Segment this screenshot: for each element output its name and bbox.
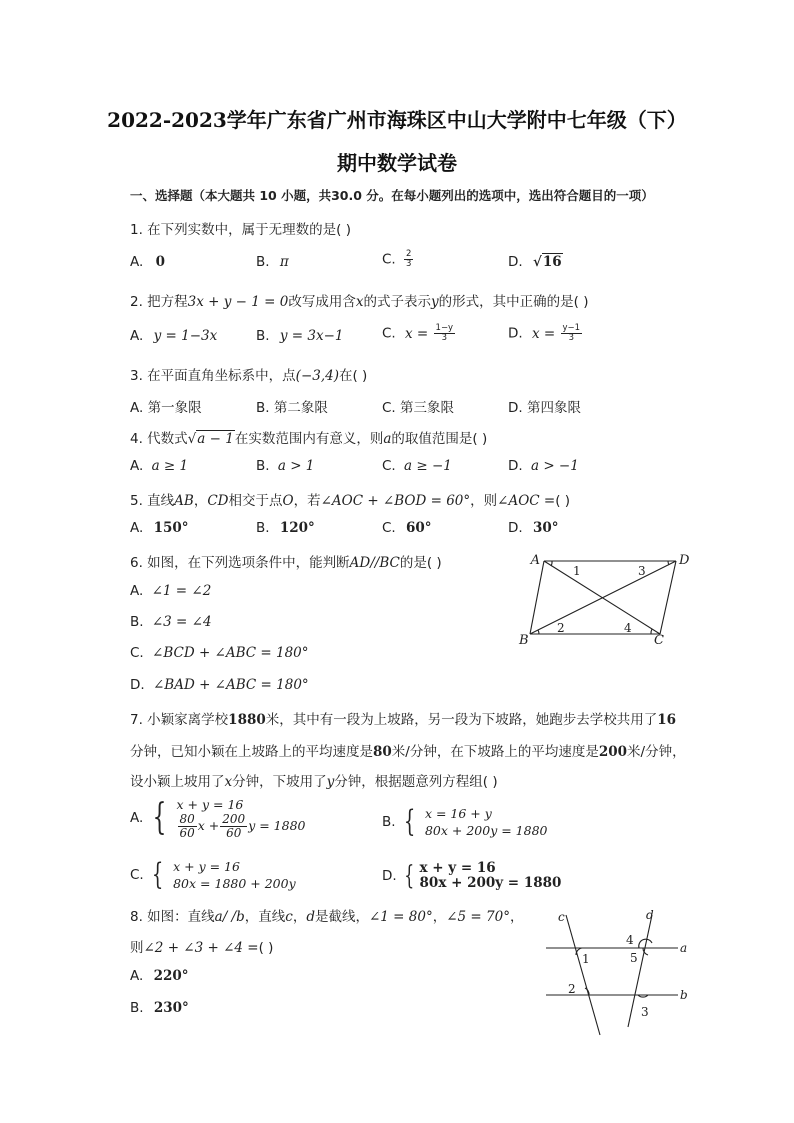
q8-text2: ，直线 — [244, 909, 286, 925]
q5-c-value: 60° — [406, 520, 432, 536]
q7-l1-text1: 7. 小颖家离学校 — [130, 712, 229, 728]
q7-b-eq1: x = 16 + y — [424, 806, 492, 821]
q6-d-value: ∠BAD + ∠ABC = 180° — [152, 677, 309, 693]
q4-b-label: B. — [256, 458, 270, 474]
q2-option-b[interactable] — [256, 328, 343, 344]
q1-option-c[interactable] — [382, 250, 414, 269]
angle-arc-4 — [651, 629, 652, 634]
q2-d-prefix: x = — [531, 325, 556, 342]
q7-d-label: D. — [382, 868, 397, 884]
q4-var-a: a — [383, 431, 392, 447]
q1-a-value: 0 — [155, 254, 165, 270]
q2-d-numerator: y−1 — [562, 323, 581, 333]
q4-stem-text2: 在实数范围内有意义，则 — [234, 431, 384, 447]
q7-option-c[interactable] — [130, 857, 296, 893]
q2-var-x: x — [355, 294, 364, 310]
q5-b-label: B. — [256, 520, 270, 536]
q5-stem-text5: ( ) — [555, 493, 571, 509]
q5-d-label: D. — [508, 520, 523, 536]
segment-dc — [660, 561, 676, 634]
section-heading: 一、选择题（本大题共 10 小题，共30.0 分。在每小题列出的选项中，选出符合题目的一项） — [130, 188, 654, 203]
q8-a-label: A. — [130, 968, 144, 984]
q4-a-value: a ≥ 1 — [151, 458, 189, 474]
q4-a-label: A. — [130, 458, 144, 474]
q5-a-value: 150° — [153, 520, 189, 536]
q5-line-ab: AB — [174, 493, 194, 509]
q7-c-eq2: 80x = 1880 + 200y — [173, 876, 296, 891]
q2-stem — [130, 290, 588, 310]
q7-a-frac1-num: 80 — [179, 812, 195, 826]
q7-distance: 1880 — [228, 712, 266, 728]
q5-condition: ∠AOC + ∠BOD = 60° — [320, 493, 471, 509]
label-b: b — [680, 988, 688, 1002]
q8-text5: ， — [432, 909, 447, 925]
q3-point: (−3,4) — [295, 368, 339, 384]
q7-l2-text3: 米/分钟， — [627, 744, 686, 760]
exam-title-line1: 2022-2023学年广东省广州市海珠区中山大学附中七年级（下） — [107, 108, 687, 132]
q8-option-b[interactable] — [130, 1000, 189, 1016]
q4-sqrt: √a − 1 — [187, 431, 234, 447]
q1-option-a[interactable] — [130, 254, 165, 270]
q3-option-c[interactable] — [382, 396, 454, 416]
q2-c-numerator: 1−y — [435, 323, 454, 333]
q6-b-label: B. — [130, 614, 144, 630]
label-angle-1: 1 — [582, 952, 590, 966]
q6-c-value: ∠BCD + ∠ABC = 180° — [152, 645, 309, 661]
q7-d-eq1: x + y = 16 — [419, 860, 496, 876]
q2-c-fraction — [434, 324, 456, 343]
q2-option-c[interactable] — [382, 324, 456, 343]
q3-stem-text2: 在( ) — [339, 368, 368, 384]
q1-c-denominator: 3 — [406, 259, 412, 269]
q4-d-value: a > −1 — [530, 458, 579, 474]
q7-a-system — [148, 796, 306, 840]
q2-var-y: y — [431, 294, 439, 310]
q4-c-value: a ≥ −1 — [404, 458, 452, 474]
q8-option-a[interactable] — [130, 968, 189, 984]
label-d: d — [646, 908, 654, 922]
q2-stem-text3: 的式子表示 — [363, 294, 431, 310]
q6-stem — [130, 551, 442, 571]
q5-line-cd: CD — [207, 493, 229, 509]
q7-l3-text2: 分钟，下坡用了 — [232, 774, 327, 790]
q1-stem: 1. 在下列实数中，属于无理数的是( ) — [130, 222, 351, 238]
q2-d-denominator: 3 — [568, 333, 574, 343]
q7-option-b[interactable] — [382, 804, 547, 840]
q1-d-radicand: 16 — [542, 254, 562, 270]
q3-b-value: 第二象限 — [273, 400, 328, 416]
q3-d-label: D. — [508, 400, 523, 416]
segment-bd — [530, 561, 676, 634]
q7-a-mid: x + — [197, 818, 220, 833]
label-angle-2: 2 — [568, 982, 576, 996]
q4-d-label: D. — [508, 458, 523, 474]
q7-downhill-speed: 200 — [598, 744, 628, 760]
label-angle-1: 1 — [573, 564, 581, 578]
q5-stem — [130, 489, 570, 509]
label-angle-4: 4 — [624, 621, 632, 635]
q5-c-label: C. — [382, 520, 396, 536]
q1-option-b[interactable] — [256, 254, 289, 270]
q5-option-d[interactable] — [508, 520, 559, 536]
q6-option-d[interactable] — [130, 677, 309, 693]
q7-b-brace: { — [403, 804, 416, 839]
q7-a-frac1-den: 60 — [179, 826, 195, 840]
q4-option-c[interactable] — [382, 458, 452, 474]
q7-a-frac2-den: 60 — [226, 826, 242, 840]
q7-d-system — [401, 858, 561, 894]
q3-a-label: A. — [130, 400, 144, 416]
q6-option-b[interactable] — [130, 614, 212, 630]
q8-angle1: ∠1 = 80° — [368, 909, 433, 925]
q7-option-d[interactable] — [382, 858, 561, 894]
q4-option-d[interactable] — [508, 458, 579, 474]
q7-b-system — [400, 804, 548, 840]
q4-stem-text3: 的取值范围是( ) — [391, 431, 488, 447]
angle-arc-2 — [538, 630, 539, 634]
angle-arc-3 — [668, 561, 669, 565]
q7-a-equations — [177, 796, 306, 840]
q1-a-label: A. — [130, 254, 144, 270]
q5-option-b[interactable] — [256, 520, 315, 536]
q7-c-label: C. — [130, 867, 144, 883]
q4-option-a[interactable] — [130, 458, 188, 474]
q2-b-label: B. — [256, 328, 270, 344]
q3-option-b[interactable] — [256, 396, 328, 416]
q7-d-equations — [420, 861, 562, 891]
label-angle-3: 3 — [641, 1005, 649, 1019]
q1-c-numerator: 2 — [406, 249, 412, 259]
q8-text1: 8. 如图：直线 — [130, 909, 215, 925]
q7-stem-line3 — [130, 770, 498, 790]
q7-d-brace: { — [404, 861, 415, 891]
q4-c-label: C. — [382, 458, 396, 474]
q1-c-fraction — [404, 250, 413, 269]
q7-c-system — [148, 857, 296, 893]
q8-stem-line2 — [130, 936, 273, 956]
q2-stem-text2: 改写成用含 — [288, 294, 356, 310]
q7-a-eq2 — [177, 813, 306, 840]
q4-radicand: a − 1 — [197, 431, 234, 447]
q1-option-d[interactable] — [508, 254, 563, 270]
q8-expression: ∠2 + ∠3 + ∠4 = — [143, 940, 259, 956]
q1-b-label: B. — [256, 254, 270, 270]
q2-option-d[interactable] — [508, 324, 583, 343]
q2-stem-text4: 的形式，其中正确的是( ) — [438, 294, 589, 310]
q5-stem-text4: ，则 — [470, 493, 498, 509]
q7-total-time: 16 — [657, 712, 677, 728]
q6-parallel: AD//BC — [349, 555, 400, 571]
q1-c-label: C. — [382, 251, 396, 268]
q8-a-value: 220° — [153, 968, 189, 984]
q5-comma: ， — [193, 493, 208, 509]
q2-c-denominator: 3 — [441, 333, 448, 343]
segment-ab — [530, 561, 544, 634]
q7-b-label: B. — [382, 814, 396, 830]
q7-l3-text3: 分钟，根据题意列方程组( ) — [334, 774, 498, 790]
q7-c-equations — [173, 858, 296, 892]
q8-b-label: B. — [130, 1000, 144, 1016]
q3-a-value: 第一象限 — [147, 400, 202, 416]
q2-equation: 3x + y − 1 = 0 — [187, 294, 289, 310]
exam-title-line2: 期中数学试卷 — [337, 151, 457, 175]
q2-d-fraction — [561, 324, 583, 343]
q7-a-label: A. — [130, 810, 144, 826]
q7-c-eq1: x + y = 16 — [173, 859, 240, 874]
q2-stem-text1: 2. 把方程 — [130, 294, 188, 310]
label-angle-3: 3 — [638, 564, 646, 578]
q6-d-label: D. — [130, 677, 145, 693]
q7-stem-line1 — [130, 708, 676, 728]
q7-a-end: y = 1880 — [248, 818, 306, 833]
q6-option-c[interactable] — [130, 645, 309, 661]
q5-stem-text1: 5. 直线 — [130, 493, 175, 509]
q1-b-value: π — [279, 254, 289, 270]
q3-c-value: 第三象限 — [400, 400, 455, 416]
q3-option-d[interactable] — [508, 396, 581, 416]
q2-d-label: D. — [508, 325, 523, 342]
q3-stem — [130, 364, 367, 384]
q7-var-y: y — [326, 774, 335, 790]
q7-a-frac2 — [220, 813, 247, 840]
label-angle-2: 2 — [557, 621, 565, 635]
q6-stem-text2: 的是( ) — [399, 555, 442, 571]
label-d: D — [679, 553, 690, 568]
q8-angle5: ∠5 = 70° — [446, 909, 510, 925]
q2-option-a[interactable] — [130, 328, 217, 344]
q6-a-label: A. — [130, 583, 144, 599]
q2-c-label: C. — [382, 325, 396, 342]
q7-d-eq2: 80x + 200y = 1880 — [419, 875, 562, 891]
label-c: c — [558, 910, 565, 924]
angle-arc-1 — [551, 561, 552, 566]
q7-var-x: x — [224, 774, 233, 790]
q3-stem-text1: 3. 在平面直角坐标系中，点 — [130, 368, 296, 384]
q6-option-a[interactable] — [130, 583, 211, 599]
q4-stem-text1: 4. 代数式 — [130, 431, 188, 447]
q5-ask: ∠AOC = — [497, 493, 556, 509]
line-c — [566, 915, 600, 1035]
label-a: a — [680, 941, 688, 955]
q7-a-brace: { — [152, 797, 166, 838]
q2-a-value: y = 1−3x — [153, 328, 218, 344]
q8-text6: ， — [509, 909, 524, 925]
q6-a-value: ∠1 = ∠2 — [151, 583, 212, 599]
q8-text3: ， — [292, 909, 307, 925]
q5-point-o: O — [282, 493, 294, 509]
q3-c-label: C. — [382, 400, 396, 416]
q6-b-value: ∠3 = ∠4 — [151, 614, 212, 630]
q2-a-label: A. — [130, 328, 144, 344]
q4-stem — [130, 427, 487, 447]
q2-b-value: y = 3x−1 — [279, 328, 344, 344]
q6-figure-parallelogram — [510, 548, 700, 650]
q6-c-label: C. — [130, 645, 144, 661]
q5-option-c[interactable] — [382, 520, 432, 536]
q8-l2-text2: ( ) — [258, 940, 274, 956]
label-a: A — [530, 553, 540, 568]
q8-stem-line1 — [130, 905, 523, 925]
label-c: C — [654, 633, 664, 648]
q7-b-eq2: 80x + 200y = 1880 — [424, 823, 548, 838]
q1-d-sqrt: √16 — [532, 254, 562, 270]
q3-b-label: B. — [256, 400, 270, 416]
q7-l2-text2: 米/分钟，在下坡路上的平均速度是 — [391, 744, 599, 760]
q5-d-value: 30° — [532, 520, 559, 536]
q7-l2-text1: 分钟，已知小颖在上坡路上的平均速度是 — [130, 744, 373, 760]
q5-option-a[interactable] — [130, 520, 189, 536]
q5-stem-text3: ，若 — [293, 493, 321, 509]
q7-a-eq1: x + y = 16 — [176, 797, 244, 812]
q8-text4: 是截线， — [314, 909, 369, 925]
q6-stem-text1: 6. 如图，在下列选项条件中，能判断 — [130, 555, 350, 571]
q8-parallel: a/ /b — [214, 909, 245, 925]
q8-figure-transversals — [540, 905, 700, 1045]
q7-a-frac2-num: 200 — [222, 812, 246, 826]
q5-b-value: 120° — [279, 520, 315, 536]
q2-c-prefix: x = — [405, 325, 429, 342]
q8-l2-text1: 则 — [130, 940, 144, 956]
q7-b-equations — [425, 805, 548, 839]
q4-option-b[interactable] — [256, 458, 314, 474]
q1-d-label: D. — [508, 254, 523, 270]
q7-stem-line2 — [130, 740, 686, 760]
q7-c-brace: { — [151, 857, 164, 892]
label-angle-5: 5 — [630, 951, 638, 965]
q3-option-a[interactable] — [130, 396, 202, 416]
q8-line-c: c — [285, 909, 293, 925]
q5-a-label: A. — [130, 520, 144, 536]
q7-uphill-speed: 80 — [373, 744, 392, 760]
q5-stem-text2: 相交于点 — [228, 493, 283, 509]
q8-line-d: d — [306, 909, 315, 925]
q7-l3-text1: 设小颖上坡用了 — [130, 774, 225, 790]
q7-option-a[interactable] — [130, 796, 305, 840]
q3-d-value: 第四象限 — [526, 400, 581, 416]
label-b: B — [519, 633, 529, 648]
q7-a-frac1 — [178, 813, 197, 840]
label-angle-4: 4 — [626, 933, 634, 947]
q7-l1-text2: 米，其中有一段为上坡路，另一段为下坡路，她跑步去学校共用了 — [265, 712, 658, 728]
q4-b-value: a > 1 — [277, 458, 315, 474]
q8-b-value: 230° — [153, 1000, 189, 1016]
